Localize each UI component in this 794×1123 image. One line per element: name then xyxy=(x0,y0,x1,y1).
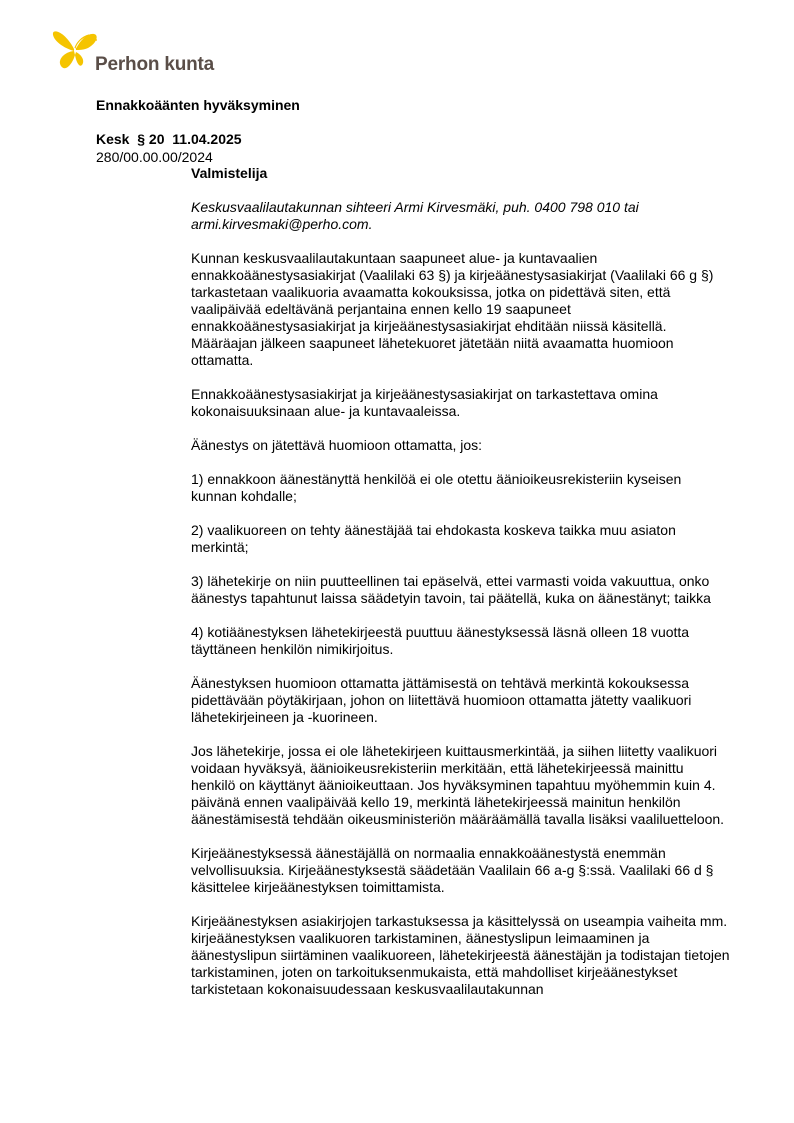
list-item: 3) lähetekirje on niin puutteellinen tai epäselvä, ettei varmasti voida vakuuttua, onko äänestys tapahtunut laissa säädetyin tavoin, tai päätellä, kuka on äänestänyt; taikka xyxy=(191,573,711,606)
paragraph: Ennakkoäänestysasiakirjat ja kirjeäänestysasiakirjat on tarkastettava omina kokonaisuuksinaan alue- ja kuntavaaleissa. xyxy=(191,386,658,419)
paragraph: Jos lähetekirje, jossa ei ole lähetekirjeen kuittausmerkintää, ja siihen liitetty vaalikuori voidaan hyväksyä, äänioikeusrekisteriin merkitään, että lähetekirjeessä mainittu henkilö on käyttänyt äänioikeuttaan. Jos hyväksyminen tapahtuu myöhemmin kuin 4. päivänä ennen vaalipäivää kello 19, merkintä lähetekirjeessä mainitun henkilön äänestämisestä tehdään oikeusministeriön määräämällä tavalla lisäksi vaaliluetteloon. xyxy=(191,743,725,827)
paragraph: Äänestyksen huomioon ottamatta jättämisestä on tehtävä merkintä kokouksessa pidettävään pöytäkirjaan, johon on liitettävä huomioon ottamatta jätetty vaalikuori lähetekirjeineen ja -kuorineen. xyxy=(191,675,692,725)
meeting-reference: Kesk § 20 11.04.2025 xyxy=(96,131,242,147)
org-logo xyxy=(52,28,222,78)
preparer-heading: Valmistelija xyxy=(191,165,268,181)
paragraph: Kunnan keskusvaalilautakuntaan saapuneet alue- ja kuntavaalien ennakkoäänestysasiakirjat (Vaalilaki 63 §) ja kirjeäänestysasiakirjat (Vaalilaki 66 g §) tarkastetaan vaalikuoria avaamatta kokouksissa, jotka on pidettävä siten, että vaalipäivää edeltävänä perjantaina ennen kello 19 saapuneet ennakkoäänestysasiakirjat ja kirjeäänestysasiakirjat ehditään niissä käsitellä. Määräajan jälkeen saapuneet lähetekuoret jätetään niitä avaamatta huomioon ottamatta. xyxy=(191,250,714,368)
preparer-info: Keskusvaalilautakunnan sihteeri Armi Kirvesmäki, puh. 0400 798 010 tai armi.kirvesmaki@perho.com. xyxy=(191,199,639,232)
document-title: Ennakkoäänten hyväksyminen xyxy=(96,97,300,113)
list-item: 2) vaalikuoreen on tehty äänestäjää tai ehdokasta koskeva taikka muu asiaton merkintä; xyxy=(191,522,676,555)
paragraph: Kirjeäänestyksessä äänestäjällä on normaalia ennakkoäänestystä enemmän velvollisuuksia. Kirjeäänestyksestä säädetään Vaalilain 66 a-g §:ssä. Vaalilaki 66 d § käsittelee kirjeäänestyksen toimittamista. xyxy=(191,845,714,895)
paragraph: Äänestys on jätettävä huomioon ottamatta, jos: xyxy=(191,437,483,453)
list-item: 4) kotiäänestyksen lähetekirjeestä puuttuu äänestyksessä läsnä olleen 18 vuotta täyttäneen henkilön nimikirjoitus. xyxy=(191,624,690,657)
paragraph: Kirjeäänestyksen asiakirjojen tarkastuksessa ja käsittelyssä on useampia vaiheita mm. kirjeäänestyksen vaalikuoren tarkistaminen, äänestyslipun leimaaminen ja äänestyslipun siirtäminen vaalikuoreen, lähetekirjeestä äänestäjän ja todistajan tietojen tarkistaminen, joten on tarkoituksenmukaista, että mahdolliset kirjeäänestykset tarkistetaan kokonaisuudessaan keskusvaalilautakunnan xyxy=(191,913,730,997)
list-item: 1) ennakkoon äänestänyttä henkilöä ei ole otettu äänioikeusrekisteriin kyseisen kunnan kohdalle; xyxy=(191,471,682,504)
record-number: 280/00.00.00/2024 xyxy=(96,149,213,165)
org-name: Perhon kunta xyxy=(95,54,215,75)
document-body xyxy=(191,165,731,1015)
